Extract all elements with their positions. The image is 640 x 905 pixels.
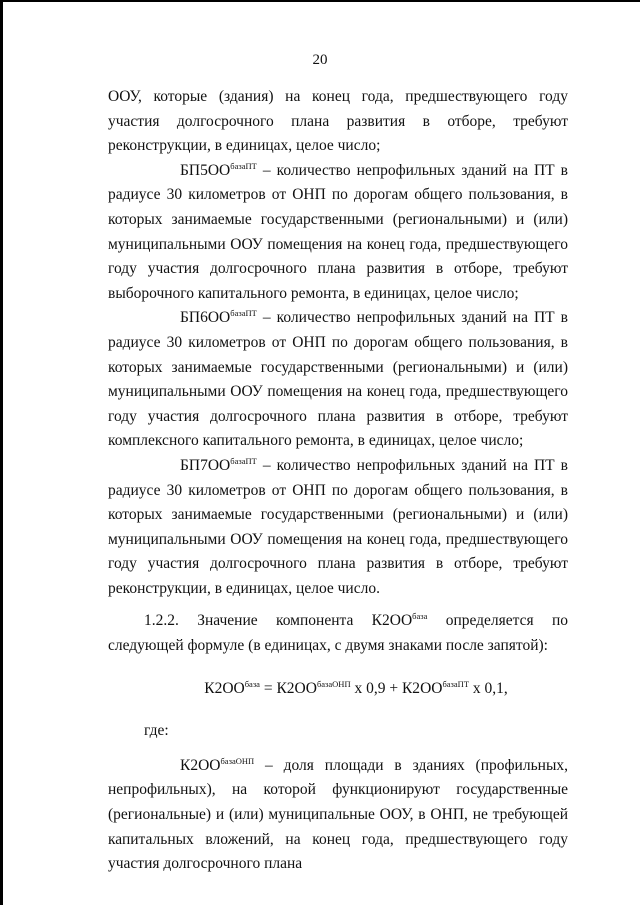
- paragraph-section-1-2-2: 1.2.2. Значение компонента $К2ОО^{база}$ определяется по следующей формуле (в единицах, с двумя знаками после запятой):: [108, 611, 569, 655]
- definition-bp6: – количество непрофильных зданий на ПТ в радиусе 30 километров от ОНП по дорогам общего пользования, в которых занимаемые государственными (региональными) и (или) муниципальными ООУ помещения на конец года, предшествующего году участия долгосрочного плана развития в отборе, требуют комплексного капитального ремонта, в единицах, целое число;: [108, 309, 568, 450]
- paragraph-bp6: [108, 306, 568, 454]
- term-bp7: $БП7ОО^{базаПТ}$: [180, 455, 257, 474]
- document-body: [108, 85, 568, 877]
- formula-k2-base: $К2ОО^{база} = К2ОО^{базаОНП}$ х $0,9 + К2ОО^{базаПТ}$ х 0,1,: [204, 678, 508, 697]
- page-number: 20: [312, 52, 328, 68]
- paragraph-bp5: [108, 159, 568, 307]
- paragraph-k2-onp: [108, 754, 568, 877]
- definition-bp7: – количество непрофильных зданий на ПТ в радиусе 30 километров от ОНП по дорогам общего пользования, в которых занимаемые государственными (региональными) и (или) муниципальными ООУ помещения на конец года, предшествующего году участия долгосрочного плана развития в отборе, требуют реконструкции, в единицах, целое число.: [108, 456, 568, 597]
- definition-k2-onp: – доля площади в зданиях (профильных, непрофильных), на которой функционируют государственные (региональные) и (или) муниципальные ООУ, в ОНП, не требующей капитальных вложений, на конец года, предшествующего году участия долгосрочного плана: [108, 756, 568, 873]
- where-label: где:: [144, 722, 169, 740]
- definition-bp5: – количество непрофильных зданий на ПТ в радиусе 30 километров от ОНП по дорогам общего пользования, в которых занимаемые государственными (региональными) и (или) муниципальными ООУ помещения на конец года, предшествующего году участия долгосрочного плана развития в отборе, требуют выборочного капитального ремонта, в единицах, целое число;: [108, 161, 568, 302]
- term-bp5: $БП5ОО^{базаПТ}$: [180, 160, 257, 179]
- term-bp6: $БП6ОО^{базаПТ}$: [180, 308, 257, 327]
- paragraph-oou-continuation: ООУ, которые (здания) на конец года, предшествующего году участия долгосрочного плана развития в отборе, требуют реконструкции, в единицах, целое число;: [108, 88, 568, 155]
- paragraph-bp7: [108, 454, 568, 602]
- term-k2-onp: $К2ОО^{базаОНП}$: [180, 755, 255, 774]
